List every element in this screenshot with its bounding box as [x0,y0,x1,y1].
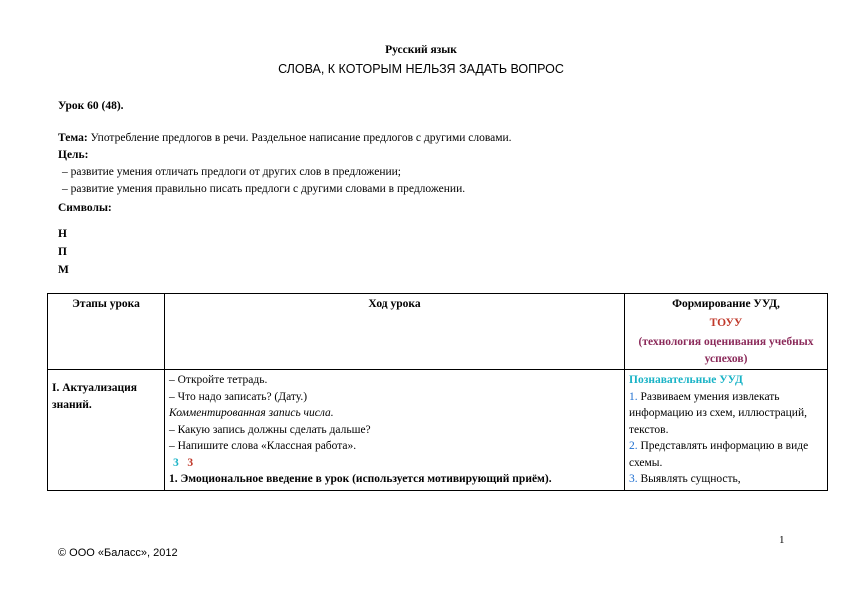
subject-heading: Русский язык [385,44,457,56]
code-blue: 3 [173,456,179,469]
process-line: – Откройте тетрадь. [169,374,268,386]
goal-label: Цель: [58,149,89,161]
table-header-row [48,294,828,370]
symbol-item: П [58,246,67,258]
uud-item [629,389,823,439]
symbols-label: Символы: [58,202,112,214]
process-cell [165,370,625,491]
process-line: Комментированная запись числа. [169,407,334,419]
lesson-table [47,293,828,491]
uud-text: Развиваем умения извлекать информацию из схем, иллюстраций, текстов. [629,390,807,436]
table-row [48,370,828,491]
uud-text: Представлять информацию в виде схемы. [629,440,809,469]
process-line: – Напишите слова «Классная работа». [169,440,357,452]
touu-label: ТОУУ [709,316,743,329]
goal-item: – развитие умения правильно писать предлоги с другими словами в предложении. [62,183,466,195]
goal-item: – развитие умения отличать предлоги от других слов в предложении; [62,166,401,178]
touu-description: (технология оценивания учебных успехов) [638,336,814,365]
header-uud [625,294,828,370]
process-line: – Какую запись должны сделать дальше? [169,423,371,436]
symbol-item: Н [58,228,67,240]
symbol-item: М [58,264,69,276]
topic-text: Употребление предлогов в речи. Раздельное написание предлогов с другими словами. [87,132,512,144]
topic-label: Тема: [58,132,88,144]
header-stages: Этапы урока [48,294,165,370]
code-red: 3 [187,456,194,469]
uud-title: Познавательные УУД [629,374,743,386]
stage-name: I. Актуализация знаний. [52,382,138,411]
process-point: 1. Эмоциональное введение в урок (используется мотивирующий приём). [169,473,552,485]
uud-cell [625,370,828,491]
header-process: Ход урока [165,294,625,370]
process-line: – Что надо записать? (Дату.) [169,390,308,403]
topic-line [58,132,512,144]
uud-text: Выявлять сущность, [637,473,741,485]
lesson-title: СЛОВА, К КОТОРЫМ НЕЛЬЗЯ ЗАДАТЬ ВОПРОС [278,62,564,76]
symbol-codes [169,455,620,472]
uud-item [629,438,823,471]
uud-num: 1. [629,390,638,403]
lesson-number: Урок 60 (48). [58,100,124,112]
uud-item [629,471,823,488]
page-number: 1 [779,534,785,546]
copyright-footer: © ООО «Баласс», 2012 [58,547,178,559]
uud-num: 2. [629,440,638,452]
uud-header-title: Формирование УУД, [672,298,780,310]
uud-num: 3. [629,473,638,485]
